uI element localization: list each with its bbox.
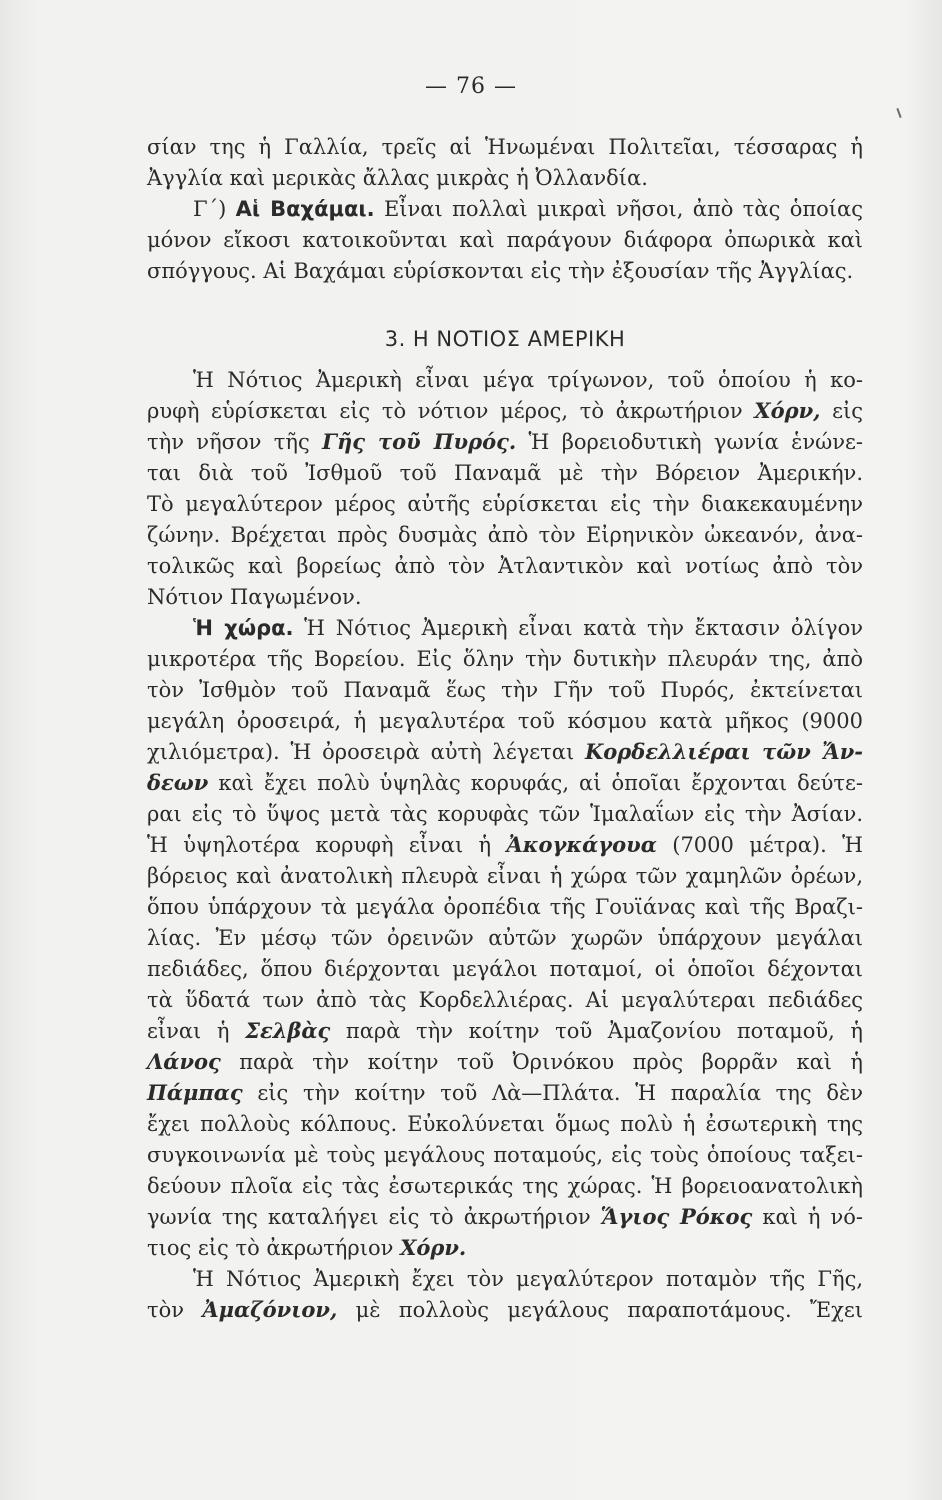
text-line: σπόγγους. Αἱ Βαχάμαι εὑρίσκονται εἰς τὴν ἐξουσίαν τῆς Ἀγγλίας. bbox=[147, 259, 854, 283]
text-line: λίας. Ἐν μέσῳ τῶν ὀρεινῶν αὐτῶν χωρῶν ὑπάρχουν μεγάλαι bbox=[147, 926, 863, 950]
emphasized-term: Ἅγιος Ρόκος bbox=[600, 1204, 753, 1229]
text-line: Ἡ Νότιος Ἀμερικὴ εἶναι μέγα τρίγωνον, τοῦ ὁποίου ἡ κο- bbox=[193, 368, 863, 392]
text-line: γωνία της καταλήγει εἰς τὸ ἀκρωτήριον Ἅγιος Ρόκος καὶ ἡ νό- bbox=[147, 1204, 863, 1229]
text-line: συγκοινωνία μὲ τοὺς μεγάλους ποταμούς, εἰς τοὺς ὁποίους ταξει- bbox=[147, 1143, 863, 1167]
text-line: ρυφὴ εὑρίσκεται εἰς τὸ νότιον μέρος, τὸ ἀκρωτήριον Χόρν, εἰς bbox=[147, 398, 863, 423]
text-line: Ἡ χώρα. Ἡ Νότιος Ἀμερικὴ εἶναι κατὰ τὴν ἔκτασιν ὀλίγον bbox=[193, 616, 863, 640]
text-line: ραι εἰς τὸ ὕψος μετὰ τὰς κορυφὰς τῶν Ἱμαλαΐων εἰς τὴν Ἀσίαν. bbox=[147, 802, 863, 826]
text-line: μεγάλη ὀροσειρά, ἡ μεγαλυτέρα τοῦ κόσμου κατὰ μῆκος (9000 bbox=[147, 709, 863, 733]
text-line: τὰ ὕδατά των ἀπὸ τὰς Κορδελλιέρας. Αἱ μεγαλύτεραι πεδιάδες bbox=[147, 988, 863, 1012]
text-line: σίαν της ἡ Γαλλία, τρεῖς αἱ Ἡνωμέναι Πολιτεῖαι, τέσσαρας ἡ bbox=[147, 135, 863, 159]
text-line: Πάμπας εἰς τὴν κοίτην τοῦ Λὰ—Πλάτα. Ἡ παραλία της δὲν bbox=[147, 1080, 863, 1105]
page-number: — 76 — bbox=[425, 74, 517, 99]
text-line: χιλιόμετρα). Ἡ ὀροσειρὰ αὐτὴ λέγεται Κορδελλιέραι τῶν Ἄν- bbox=[147, 739, 863, 764]
text-line: βόρειος καὶ ἀνατολικὴ πλευρὰ εἶναι ἡ χώρα τῶν χαμηλῶν ὀρέων, bbox=[147, 864, 863, 888]
margin-mark bbox=[896, 108, 901, 118]
text-line: ἔχει πολλοὺς κόλπους. Εὐκολύνεται ὅμως πολὺ ἡ ἐσωτερικὴ της bbox=[147, 1112, 863, 1136]
text-line: ὅπου ὑπάρχουν τὰ μεγάλα ὀροπέδια τῆς Γουϊάνας καὶ τῆς Βραζι- bbox=[147, 895, 863, 919]
text-line: Ἡ ὑψηλοτέρα κορυφὴ εἶναι ἡ Ἀκογκάγουα (7000 μέτρα). Ἡ bbox=[147, 832, 863, 857]
emphasized-term: Χόρν. bbox=[400, 1235, 467, 1260]
text-line: Γ΄) Αἱ Βαχάμαι. Εἶναι πολλαὶ μικραὶ νῆσοι, ἀπὸ τὰς ὁποίας bbox=[193, 197, 863, 221]
text-line: Ἀγγλία καὶ μερικὰς ἄλλας μικρὰς ἡ Ὀλλανδία. bbox=[147, 166, 648, 190]
emphasized-term: Ἀμαζόνιον, bbox=[202, 1297, 338, 1322]
text-line: πεδιάδες, ὅπου διέρχονται μεγάλοι ποταμοί, οἱ ὁποῖοι δέχονται bbox=[147, 957, 863, 981]
emphasized-term: Ἀκογκάγουα bbox=[506, 832, 657, 857]
section-heading: 3. Η ΝΟΤΙΟΣ ΑΜΕΡΙΚΗ bbox=[384, 327, 626, 351]
text-line: ται διὰ τοῦ Ἰσθμοῦ τοῦ Παναμᾶ μὲ τὴν Βόρειον Ἀμερικήν. bbox=[147, 461, 863, 485]
subsection-title: Ἡ χώρα. bbox=[193, 616, 294, 640]
text-line: δεύουν πλοῖα εἰς τὰς ἐσωτερικάς της χώρας. Ἡ βορειοανατολικὴ bbox=[147, 1174, 863, 1198]
emphasized-term: Γῆς τοῦ Πυρός. bbox=[322, 429, 517, 454]
text-line: τολικῶς καὶ βορείως ἀπὸ τὸν Ἀτλαντικὸν καὶ νοτίως ἀπὸ τὸν bbox=[147, 554, 863, 578]
text-line: μικροτέρα τῆς Βορείου. Εἰς ὅλην τὴν δυτικὴν πλευράν της, ἀπὸ bbox=[147, 647, 863, 671]
text-line: τὸν Ἀμαζόνιον, μὲ πολλοὺς μεγάλους παραποτάμους. Ἔχει bbox=[147, 1297, 864, 1322]
emphasized-term: Πάμπας bbox=[147, 1080, 243, 1105]
emphasized-term: Λάνος bbox=[147, 1049, 221, 1074]
text-line: Ἡ Νότιος Ἀμερικὴ ἔχει τὸν μεγαλύτερον ποταμὸν τῆς Γῆς, bbox=[193, 1267, 863, 1291]
text-line: δεων καὶ ἔχει πολὺ ὑψηλὰς κορυφάς, αἱ ὁποῖαι ἔρχονται δεύτε- bbox=[147, 770, 863, 795]
text-line: τὸν Ἰσθμὸν τοῦ Παναμᾶ ἕως τὴν Γῆν τοῦ Πυρός, ἐκτείνεται bbox=[147, 678, 863, 702]
text-line: ζώνην. Βρέχεται πρὸς δυσμὰς ἀπὸ τὸν Εἰρηνικὸν ὠκεανόν, ἀνα- bbox=[147, 523, 863, 547]
text-line: μόνον εἴκοσι κατοικοῦνται καὶ παράγουν διάφορα ὀπωρικὰ καὶ bbox=[147, 228, 863, 252]
text-line: τὴν νῆσον τῆς Γῆς τοῦ Πυρός. Ἡ βορειοδυτικὴ γωνία ἑνώνε- bbox=[147, 429, 864, 454]
emphasized-term: Κορδελλιέραι τῶν Ἄν- bbox=[584, 739, 863, 764]
text-line: εἶναι ἡ Σελβὰς παρὰ τὴν κοίτην τοῦ Ἀμαζονίου ποταμοῦ, ἡ bbox=[147, 1018, 864, 1043]
emphasized-term: Σελβὰς bbox=[245, 1018, 331, 1043]
subsection-title: Αἱ Βαχάμαι. bbox=[235, 197, 375, 221]
text-line: Τὸ μεγαλύτερον μέρος αὐτῆς εὑρίσκεται εἰς τὴν διακεκαυμένην bbox=[147, 492, 863, 516]
text-line: τιος εἰς τὸ ἀκρωτήριον Χόρν. bbox=[147, 1235, 467, 1260]
text-line: Νότιον Παγωμένον. bbox=[147, 585, 362, 609]
emphasized-term: Χόρν, bbox=[754, 398, 821, 423]
emphasized-term: δεων bbox=[147, 770, 209, 795]
text-line: Λάνος παρὰ τὴν κοίτην τοῦ Ὀρινόκου πρὸς βορρᾶν καὶ ἡ bbox=[147, 1049, 863, 1074]
